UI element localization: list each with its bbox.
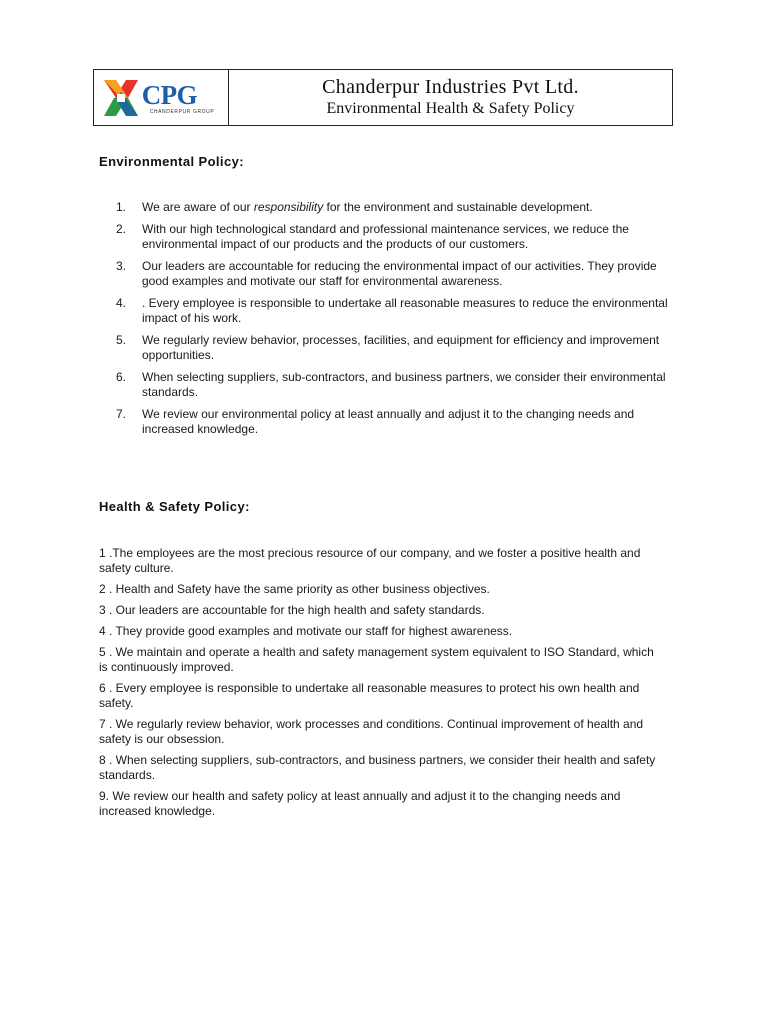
list-item-number: 7. <box>116 407 127 421</box>
list-item-number: 4. <box>116 296 127 310</box>
list-item: 3 . Our leaders are accountable for the high health and safety standards. <box>99 603 485 617</box>
policy-title: Environmental Health & Safety Policy <box>326 99 575 117</box>
cpg-x-logo-icon <box>102 78 140 118</box>
list-item <box>99 333 674 363</box>
list-item <box>99 370 674 400</box>
logo-text: CPG <box>141 80 198 110</box>
list-item: 8 . When selecting suppliers, sub-contractors, and business partners, we consider their health and safety standards. <box>99 753 656 782</box>
company-logo <box>102 78 215 118</box>
list-item-number: 6. <box>116 370 127 384</box>
list-item: 7 . We regularly review behavior, work processes and conditions. Continual improvement of health and safety is our obsession. <box>99 717 644 746</box>
company-name: Chanderpur Industries Pvt Ltd. <box>322 75 579 98</box>
list-item-number: 1. <box>116 200 127 214</box>
list-item-text: Our leaders are accountable for reducing the environmental impact of our activities. They provide good examples and motivate our staff for environmental awareness. <box>142 259 657 288</box>
list-item-text: When selecting suppliers, sub-contractors, and business partners, we consider their environmental standards. <box>142 370 666 399</box>
document-header <box>93 69 673 126</box>
list-item: 9. We review our health and safety policy at least annually and adjust it to the changing needs and increased knowledge. <box>99 789 621 818</box>
list-item <box>99 200 674 215</box>
title-cell <box>229 70 672 125</box>
list-item: 5 . We maintain and operate a health and safety management system equivalent to ISO Standard, which is continuously improved. <box>99 645 654 674</box>
list-item <box>99 222 674 252</box>
list-item: 6 . Every employee is responsible to undertake all reasonable measures to protect his own health and safety. <box>99 681 640 710</box>
list-item: 1 .The employees are the most precious resource of our company, and we foster a positive health and safety culture. <box>99 546 641 575</box>
health-safety-policy-list <box>99 546 665 825</box>
list-item-number: 3. <box>116 259 127 273</box>
environmental-policy-list <box>99 200 674 444</box>
health-safety-policy-heading: Health & Safety Policy: <box>99 499 250 514</box>
emphasis-text: responsibility <box>253 200 324 214</box>
list-item-text: With our high technological standard and professional maintenance services, we reduce the environmental impact of our products and the products of our customers. <box>142 222 629 251</box>
list-item <box>99 407 674 437</box>
list-item-number: 5. <box>116 333 127 347</box>
environmental-policy-heading: Environmental Policy: <box>99 154 244 169</box>
list-item-number: 2. <box>116 222 127 236</box>
list-item-text: We regularly review behavior, processes, facilities, and equipment for efficiency and improvement opportunities. <box>142 333 660 362</box>
list-item-text: . Every employee is responsible to undertake all reasonable measures to reduce the environmental impact of his work. <box>142 296 668 325</box>
list-item-text: We review our environmental policy at least annually and adjust it to the changing needs and increased knowledge. <box>142 407 635 436</box>
list-item: 2 . Health and Safety have the same priority as other business objectives. <box>99 582 490 596</box>
list-item: 4 . They provide good examples and motivate our staff for highest awareness. <box>99 624 513 638</box>
logo-subtext: CHANDERPUR GROUP <box>149 109 215 115</box>
list-item-text: We are aware of our responsibility for the environment and sustainable development. <box>142 200 593 214</box>
list-item <box>99 296 674 326</box>
logo-cell <box>94 70 229 125</box>
list-item <box>99 259 674 289</box>
